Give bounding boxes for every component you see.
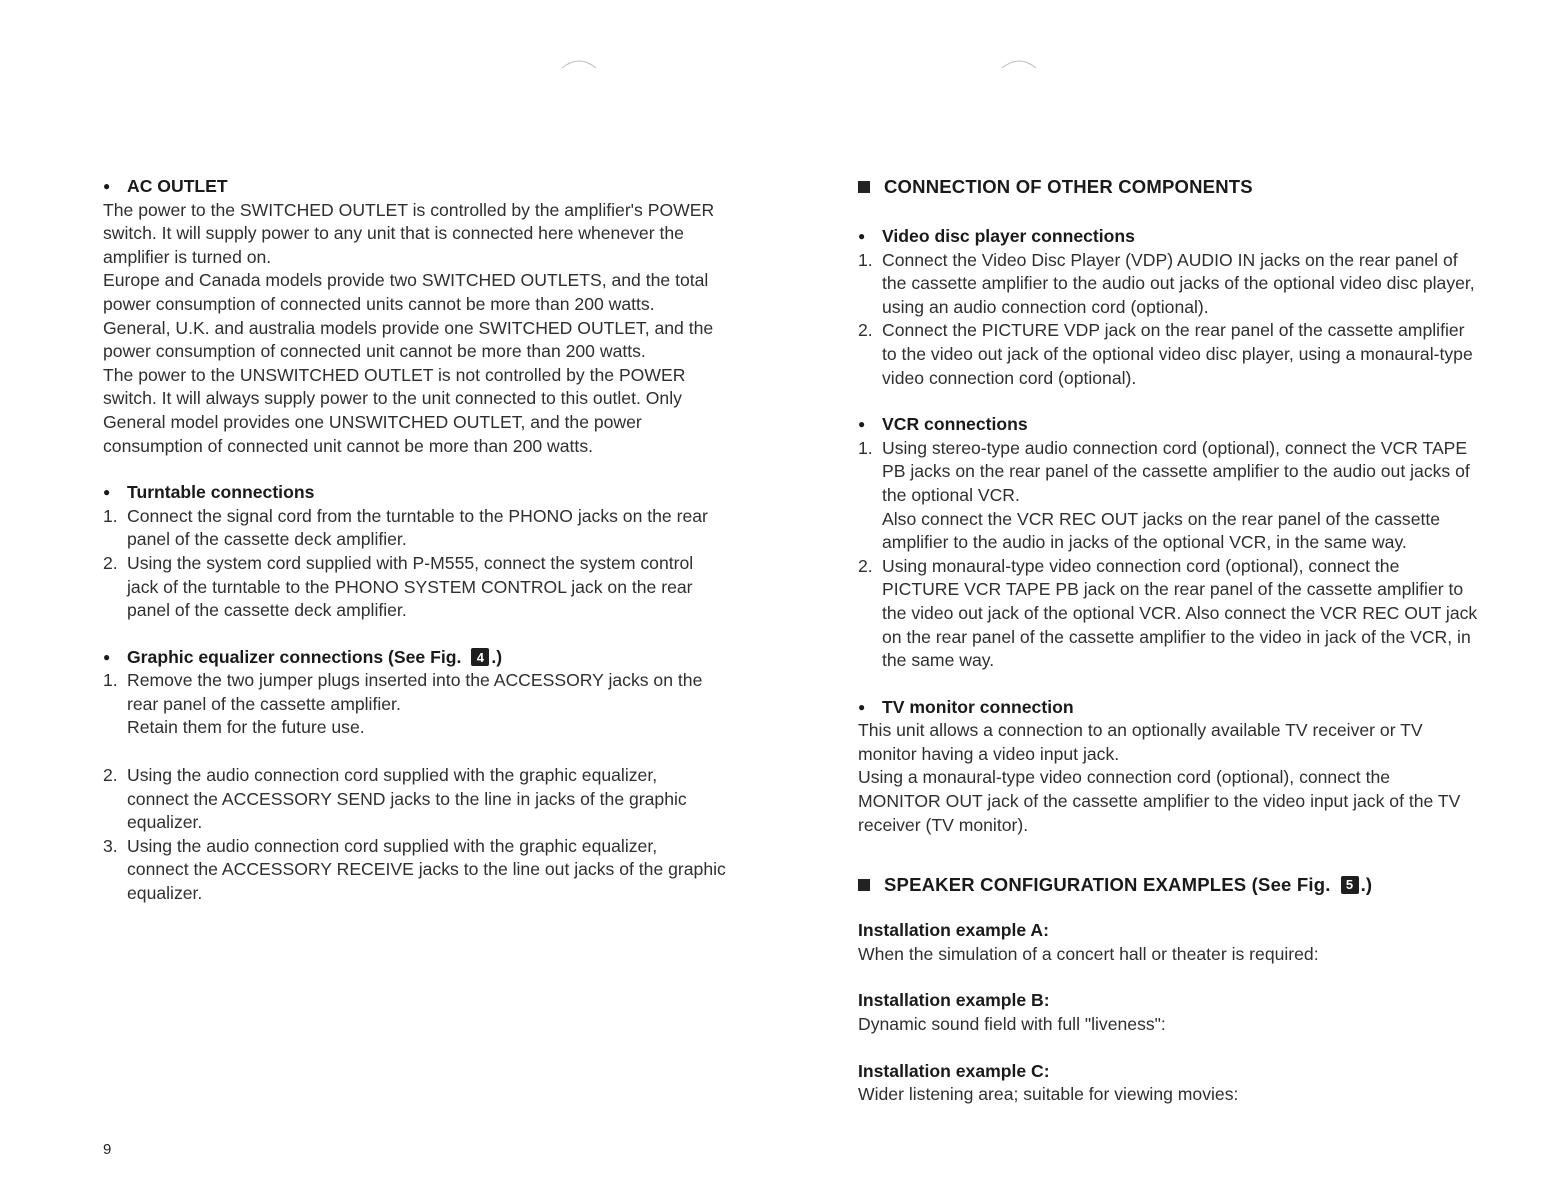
figure-number-badge: 5 [1341, 876, 1359, 894]
paragraph-line: consumption of connected unit cannot be more than 200 watts. [103, 435, 594, 456]
paragraph-line: Europe and Canada models provide two SWITCHED OUTLETS, and the total [103, 270, 709, 291]
paragraph-line: General model provides one UNSWITCHED OUTLET, and the power [103, 411, 642, 432]
example-title: Installation example C: [858, 1060, 1050, 1081]
list-item: 2. Using monaural-type video connection cord (optional), connect the PICTURE VCR TAPE PB jack on the rear panel of the cassette amplifier to the video out jack of the optional VCR. Also connect the VCR REC OUT jack on the rear panel of the cassette amplifier to the video in jack of the VCR, in the same way. [858, 555, 1478, 671]
paragraph-line: Using a monaural-type video connection cord (optional), connect the [858, 767, 1391, 788]
ac-outlet-section [103, 175, 793, 458]
left-column [103, 175, 793, 906]
page-number: 9 [103, 1141, 112, 1158]
list-item: 1. Connect the signal cord from the turntable to the PHONO jacks on the rear panel of the cassette deck amplifier. [103, 505, 708, 550]
list-item: 2. Using the audio connection cord supplied with the graphic equalizer, connect the ACCESSORY SEND jacks to the line in jacks of the graphic equalizer. [103, 765, 687, 833]
section-heading: ● AC OUTLET [103, 175, 793, 199]
square-bullet-icon [858, 879, 870, 891]
vdp-section [858, 225, 1538, 390]
equalizer-section [103, 646, 793, 906]
paragraph-line: switch. It will supply power to any unit that is connected here whenever the [103, 223, 684, 244]
paragraph-line: MONITOR OUT jack of the cassette amplifier to the video input jack of the TV [858, 791, 1461, 812]
binding-mark [560, 58, 598, 70]
example-text: When the simulation of a concert hall or theater is required: [858, 943, 1319, 964]
section-heading: ● Turntable connections [103, 481, 793, 505]
bullet-icon: ● [103, 485, 111, 500]
list-item: 3. Using the audio connection cord supplied with the graphic equalizer, connect the ACCESSORY RECEIVE jacks to the line out jacks of the graphic equalizer. [103, 835, 726, 904]
square-bullet-icon [858, 181, 870, 193]
paragraph-line: The power to the SWITCHED OUTLET is controlled by the amplifier's POWER [103, 199, 715, 220]
paragraph-line: amplifier is turned on. [103, 246, 272, 267]
paragraph-line: This unit allows a connection to an optionally available TV receiver or TV [858, 720, 1423, 741]
example-text: Dynamic sound field with full "liveness": [858, 1014, 1166, 1035]
right-column [858, 175, 1538, 1107]
bullet-icon: ● [858, 699, 866, 714]
paragraph-line: receiver (TV monitor). [858, 814, 1029, 835]
figure-number-badge: 4 [471, 648, 489, 666]
speaker-section [858, 873, 1538, 1107]
list-item: 2. Using the system cord supplied with P-M555, connect the system control jack of the turntable to the PHONO SYSTEM CONTROL jack on the rear panel of the cassette deck amplifier. [103, 552, 694, 621]
bullet-icon: ● [103, 649, 111, 664]
example-text: Wider listening area; suitable for viewing movies: [858, 1084, 1239, 1105]
bullet-icon: ● [858, 229, 866, 243]
bullet-icon: ● [858, 417, 866, 432]
section-heading: ● Video disc player connections [858, 225, 1538, 249]
paragraph-line: power consumption of connected units cannot be more than 200 watts. [103, 293, 655, 314]
vcr-section [858, 413, 1538, 673]
paragraph-line: switch. It will always supply power to the unit connected to this outlet. Only [103, 388, 682, 409]
bullet-icon: ● [103, 179, 111, 193]
turntable-section [103, 481, 793, 623]
section-heading: ● Graphic equalizer connections (See Fig. 4 .) [103, 646, 793, 670]
paragraph-line: power consumption of connected unit cannot be more than 200 watts. [103, 341, 646, 362]
list-item: 1. Using stereo-type audio connection cord (optional), connect the VCR TAPE PB jacks on the rear panel of the cassette amplifier to the audio out jacks of the optional VCR. Also connect the VCR REC OUT jacks on the rear panel of the cassette amplifier to the audio in jacks of the optional VCR, in the same way. [858, 437, 1470, 553]
tv-monitor-section [858, 696, 1538, 838]
list-item: 1. Remove the two jumper plugs inserted into the ACCESSORY jacks on the rear panel of the cassette amplifier. Retain them for the future use. [103, 670, 703, 738]
paragraph-line: General, U.K. and australia models provide one SWITCHED OUTLET, and the [103, 317, 714, 338]
section-heading: ● VCR connections [858, 413, 1538, 437]
binding-mark [1000, 58, 1038, 70]
section-heading: ● TV monitor connection [858, 696, 1538, 720]
section-title: SPEAKER CONFIGURATION EXAMPLES (See Fig. 5 .) [858, 873, 1538, 897]
paragraph-line: The power to the UNSWITCHED OUTLET is not controlled by the POWER [103, 364, 686, 385]
paragraph-line: monitor having a video input jack. [858, 743, 1120, 764]
list-item: 2. Connect the PICTURE VDP jack on the rear panel of the cassette amplifier to the video out jack of the optional video disc player, using a monaural-type video connection cord (optional). [858, 320, 1473, 388]
list-item: 1. Connect the Video Disc Player (VDP) AUDIO IN jacks on the rear panel of the cassette amplifier to the audio out jacks of the optional video disc player, using an audio connection cord (optional). [858, 249, 1475, 317]
example-title: Installation example A: [858, 920, 1049, 941]
example-title: Installation example B: [858, 990, 1050, 1011]
section-title: CONNECTION OF OTHER COMPONENTS [858, 175, 1538, 199]
